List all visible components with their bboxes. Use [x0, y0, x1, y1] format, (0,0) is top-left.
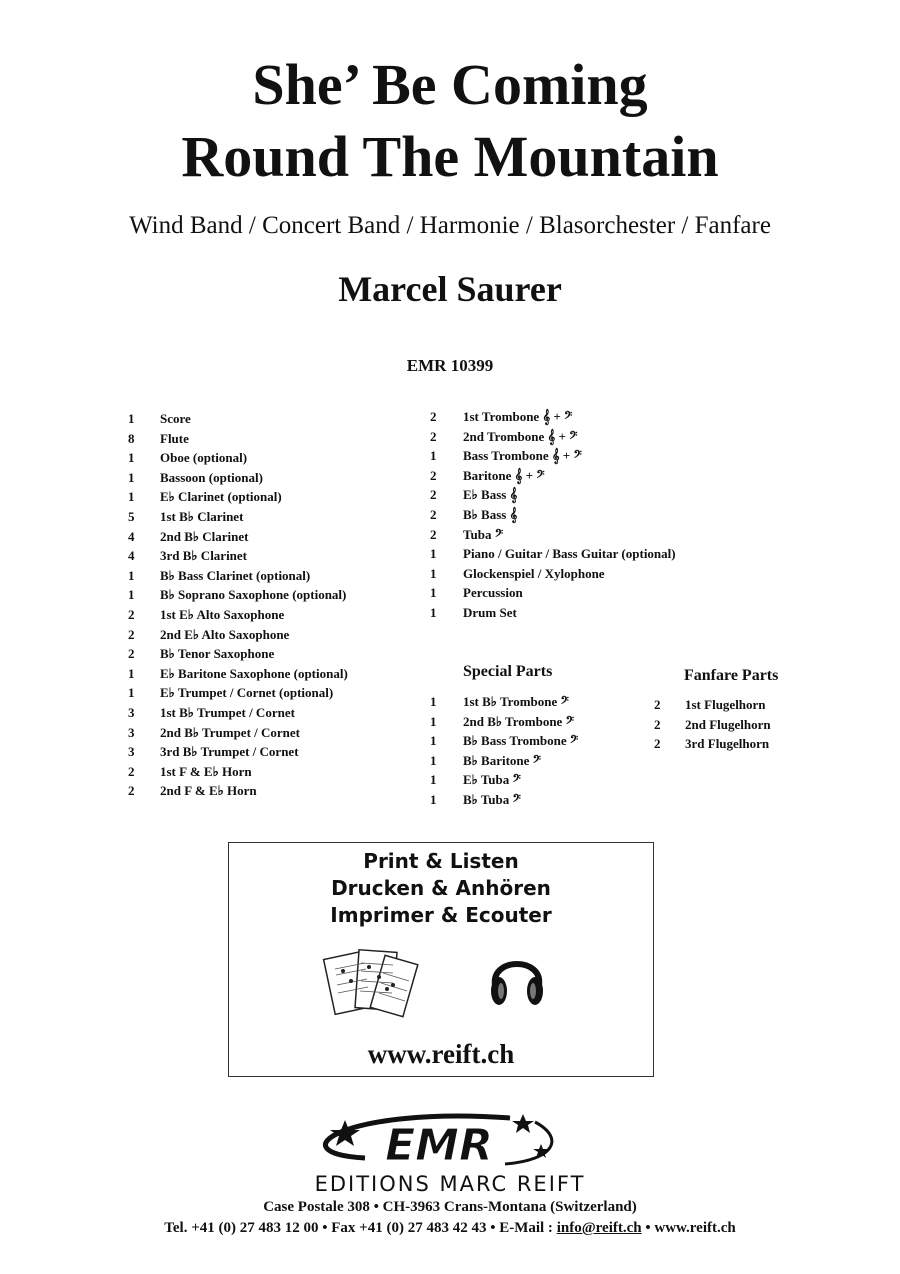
part-quantity: 2: [430, 507, 437, 522]
part-name: 2nd B♭ Trumpet / Cornet: [160, 724, 300, 740]
part-name: 1st F & E♭ Horn: [160, 763, 252, 779]
part-name: B♭ Soprano Saxophone (optional): [160, 587, 347, 603]
part-name: B♭ Tenor Saxophone: [160, 646, 275, 662]
part-quantity: 1: [430, 448, 437, 464]
part-name: Baritone 𝄞 + 𝄢: [463, 467, 545, 483]
print-and-listen-box: [228, 842, 654, 1077]
part-name: 3rd B♭ Trumpet / Cornet: [160, 744, 299, 760]
part-name: Bassoon (optional): [160, 469, 263, 485]
part-quantity: 2: [128, 607, 135, 622]
part-quantity: 1: [430, 792, 437, 807]
part-name: 1st Trombone 𝄞 + 𝄢: [463, 409, 573, 424]
part-quantity: 1: [430, 605, 437, 620]
contact-website: • www.reift.ch: [641, 1220, 736, 1236]
part-quantity: 1: [430, 713, 437, 729]
part-quantity: 2: [430, 487, 437, 503]
part-quantity: 3: [128, 705, 135, 720]
promo-line-english: Print & Listen: [363, 849, 519, 873]
part-name: 1st E♭ Alto Saxophone: [160, 607, 285, 622]
part-name: Oboe (optional): [160, 450, 248, 466]
part-quantity: 3: [128, 724, 135, 740]
part-quantity: 2: [654, 736, 661, 752]
part-name: Flute: [160, 430, 189, 446]
part-quantity: 2: [654, 716, 661, 732]
contact-phone-fax: Tel. +41 (0) 27 483 12 00 • Fax +41 (0) 27 483 42 43 • E-Mail :: [164, 1220, 557, 1236]
part-quantity: 1: [128, 685, 135, 701]
email-link[interactable]: info@reift.ch: [556, 1220, 642, 1236]
part-quantity: 1: [128, 411, 135, 426]
headphones-icon: [485, 945, 549, 1011]
part-name: E♭ Clarinet (optional): [160, 489, 282, 505]
part-name: Glockenspiel / Xylophone: [463, 565, 605, 581]
emr-logo: [305, 1108, 570, 1172]
publisher-address: Case Postale 308 • CH-3963 Crans-Montana (Switzerland): [263, 1199, 637, 1215]
part-name: 2nd E♭ Alto Saxophone: [160, 626, 290, 642]
part-name: 1st B♭ Clarinet: [160, 509, 244, 524]
part-name: 3rd Flugelhorn: [685, 736, 770, 752]
part-name: Score: [160, 411, 191, 426]
composer-name: Marcel Saurer: [338, 269, 562, 309]
part-quantity: 1: [430, 733, 437, 749]
part-name: 1st B♭ Trumpet / Cornet: [160, 705, 295, 720]
part-name: Piano / Guitar / Bass Guitar (optional): [463, 546, 676, 562]
part-name: B♭ Bass Trombone 𝄢: [463, 733, 579, 749]
part-quantity: 1: [128, 587, 135, 603]
part-name: 2nd F & E♭ Horn: [160, 783, 257, 799]
part-quantity: 1: [430, 585, 437, 601]
part-name: E♭ Bass 𝄞: [463, 487, 518, 503]
sheet-music-icon: [321, 945, 421, 1025]
part-name: 1st Flugelhorn: [685, 697, 766, 712]
part-quantity: 3: [128, 744, 135, 760]
part-quantity: 2: [128, 763, 135, 779]
part-name: Drum Set: [463, 605, 517, 620]
part-quantity: 2: [128, 646, 135, 662]
part-name: B♭ Baritone 𝄢: [463, 752, 542, 768]
part-name: 2nd Trombone 𝄞 + 𝄢: [463, 428, 578, 444]
part-quantity: 4: [128, 528, 135, 544]
part-name: 2nd Flugelhorn: [685, 716, 771, 732]
part-name: 1st B♭ Trombone 𝄢: [463, 694, 569, 709]
part-quantity: 4: [128, 548, 135, 564]
publisher-name: EDITIONS MARC REIFT: [314, 1172, 586, 1196]
part-quantity: 1: [128, 489, 135, 505]
part-name: B♭ Tuba 𝄢: [463, 792, 521, 807]
part-quantity: 1: [128, 665, 135, 681]
part-quantity: 1: [430, 565, 437, 581]
promo-line-german: Drucken & Anhören: [331, 876, 551, 900]
part-name: B♭ Bass 𝄞: [463, 507, 518, 522]
part-name: E♭ Trumpet / Cornet (optional): [160, 685, 334, 701]
part-quantity: 1: [128, 567, 135, 583]
part-quantity: 1: [128, 469, 135, 485]
part-quantity: 1: [430, 694, 437, 709]
title-line-1: She’ Be Coming: [252, 52, 648, 117]
part-quantity: 2: [128, 626, 135, 642]
part-name: Bass Trombone 𝄞 + 𝄢: [463, 448, 582, 464]
part-quantity: 2: [430, 526, 437, 542]
fanfare-parts-heading: Fanfare Parts: [684, 667, 779, 684]
part-quantity: 8: [128, 430, 135, 446]
part-quantity: 1: [430, 752, 437, 768]
part-quantity: 1: [128, 450, 135, 466]
publisher-contact: [0, 1220, 900, 1237]
part-name: 3rd B♭ Clarinet: [160, 548, 248, 564]
title-line-2: Round The Mountain: [181, 124, 719, 189]
part-quantity: 2: [430, 409, 437, 424]
promo-line-french: Imprimer & Ecouter: [330, 903, 552, 927]
part-quantity: 2: [430, 428, 437, 444]
part-quantity: 2: [654, 697, 661, 712]
website-link[interactable]: www.reift.ch: [367, 1039, 515, 1069]
part-quantity: 5: [128, 509, 135, 524]
part-name: Tuba 𝄢: [463, 526, 504, 542]
part-name: E♭ Baritone Saxophone (optional): [160, 665, 348, 681]
ensemble-subtitle: Wind Band / Concert Band / Harmonie / Blasorchester / Fanfare: [129, 212, 771, 239]
catalog-number: EMR 10399: [406, 356, 494, 375]
part-name: Percussion: [463, 585, 523, 601]
logo-text: EMR: [385, 1120, 493, 1171]
part-name: B♭ Bass Clarinet (optional): [160, 567, 311, 583]
part-quantity: 2: [430, 467, 437, 483]
part-quantity: 1: [430, 772, 437, 788]
part-name: E♭ Tuba 𝄢: [463, 772, 521, 788]
part-quantity: 2: [128, 783, 135, 799]
special-parts-heading: Special Parts: [463, 663, 553, 680]
part-name: 2nd B♭ Clarinet: [160, 528, 249, 544]
part-name: 2nd B♭ Trombone 𝄢: [463, 713, 574, 729]
part-quantity: 1: [430, 546, 437, 562]
